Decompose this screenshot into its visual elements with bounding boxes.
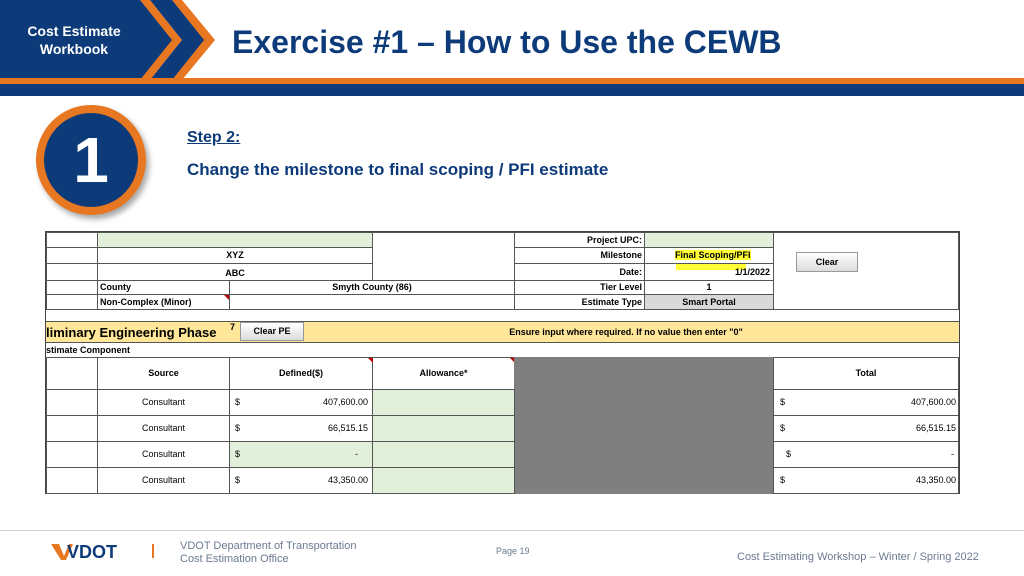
- row-header-cell: [46, 415, 98, 442]
- phase-title: liminary Engineering Phase: [46, 325, 217, 340]
- row-header-cell: [46, 467, 98, 494]
- step-label: Step 2:: [187, 129, 241, 146]
- currency-symbol: $: [780, 423, 786, 433]
- estimate-type-value[interactable]: Smart Portal: [644, 294, 774, 310]
- upc-label: Project UPC:: [514, 232, 645, 248]
- header-badge-text: [8, 22, 140, 58]
- allowance-cell[interactable]: [372, 467, 515, 494]
- date-value[interactable]: 1/1/2022: [644, 263, 774, 281]
- defined-value: 407,600.00: [322, 397, 368, 407]
- estimate-component-label: stimate Component: [46, 345, 131, 355]
- total-value: 43,350.00: [915, 475, 956, 485]
- badge-line-1: Cost Estimate: [27, 23, 121, 39]
- step-description: Change the milestone to final scoping / PFI estimate: [187, 160, 609, 179]
- project-description-cell[interactable]: ABC: [97, 263, 373, 281]
- page-title: Exercise #1 – How to Use the CEWB: [232, 24, 782, 60]
- project-name-cell[interactable]: XYZ: [97, 247, 373, 264]
- row-header-cell: [46, 441, 98, 468]
- row-header-cell: [46, 247, 98, 264]
- total-cell: [773, 415, 959, 442]
- footer-dept-line-2: Cost Estimation Office: [180, 553, 289, 565]
- blank-cell: [372, 232, 515, 281]
- phase-number: 7: [230, 322, 236, 332]
- footer-dept-line-1: VDOT Department of Transportation: [180, 540, 357, 552]
- defined-value: 43,350.00: [327, 475, 368, 485]
- header-blue-stripe: [0, 84, 1024, 96]
- step-number-circle: [36, 105, 146, 215]
- clear-button[interactable]: Clear: [796, 252, 858, 272]
- row-header-cell: [46, 232, 98, 248]
- row-header-cell: [46, 389, 98, 416]
- row-header-cell: [46, 294, 98, 310]
- defined-cell[interactable]: [229, 415, 373, 442]
- badge-line-2: Workbook: [39, 41, 109, 57]
- defined-cell[interactable]: [229, 389, 373, 416]
- currency-symbol: $: [235, 423, 241, 433]
- date-label: Date:: [514, 263, 645, 281]
- source-cell[interactable]: Consultant: [97, 467, 230, 494]
- project-name-header-cell[interactable]: [97, 232, 373, 248]
- blank-cell: [229, 294, 515, 310]
- defined-column-header: Defined($): [229, 357, 373, 390]
- footer-separator: [152, 544, 154, 558]
- row-header-cell: [46, 280, 98, 295]
- total-value: -: [951, 449, 954, 459]
- county-label: County: [97, 280, 230, 295]
- allowance-cell[interactable]: [372, 441, 515, 468]
- source-cell[interactable]: Consultant: [97, 441, 230, 468]
- defined-value: 66,515.15: [327, 423, 368, 433]
- total-value: 66,515.15: [915, 423, 956, 433]
- currency-symbol: $: [780, 397, 786, 407]
- total-cell: [773, 467, 959, 494]
- defined-value: -: [355, 449, 358, 459]
- locked-area: [514, 357, 774, 494]
- currency-symbol: $: [235, 475, 241, 485]
- county-value[interactable]: Smyth County (86): [229, 280, 515, 295]
- step-number: 1: [44, 113, 138, 207]
- upc-value[interactable]: [644, 232, 774, 248]
- comment-marker-icon: [368, 358, 373, 363]
- footer-event: Cost Estimating Workshop – Winter / Spring 2022: [737, 551, 979, 563]
- row-header-cell: [46, 357, 98, 390]
- currency-symbol: $: [786, 449, 792, 459]
- milestone-cell[interactable]: [644, 247, 774, 264]
- cewb-spreadsheet: [45, 231, 960, 494]
- total-value: 407,600.00: [910, 397, 956, 407]
- page-number: Page 19: [496, 546, 530, 556]
- source-cell[interactable]: Consultant: [97, 389, 230, 416]
- tier-label: Tier Level: [514, 280, 645, 295]
- clear-pe-button[interactable]: Clear PE: [240, 322, 304, 341]
- vdot-logo-text: VDOT: [67, 542, 118, 562]
- allowance-column-header: Allowance*: [372, 357, 515, 390]
- total-column-header: Total: [773, 357, 959, 390]
- allowance-cell[interactable]: [372, 415, 515, 442]
- tier-value[interactable]: 1: [644, 280, 774, 295]
- complexity-cell[interactable]: Non-Complex (Minor): [97, 294, 230, 310]
- milestone-value[interactable]: Final Scoping/PFI: [675, 250, 751, 260]
- currency-symbol: $: [780, 475, 786, 485]
- defined-cell[interactable]: [229, 441, 373, 468]
- milestone-label: Milestone: [514, 247, 645, 264]
- vdot-logo: [50, 539, 132, 563]
- footer-divider: [0, 530, 1024, 531]
- total-cell: [773, 389, 959, 416]
- source-cell[interactable]: Consultant: [97, 415, 230, 442]
- row-header-cell: [46, 263, 98, 281]
- source-column-header: Source: [97, 357, 230, 390]
- currency-symbol: $: [235, 397, 241, 407]
- required-input-notice: Ensure input where required. If no value then enter "0": [509, 327, 743, 337]
- currency-symbol: $: [235, 449, 241, 459]
- allowance-cell[interactable]: [372, 389, 515, 416]
- total-cell: [773, 441, 959, 468]
- estimate-type-label: Estimate Type: [514, 294, 645, 310]
- defined-cell[interactable]: [229, 467, 373, 494]
